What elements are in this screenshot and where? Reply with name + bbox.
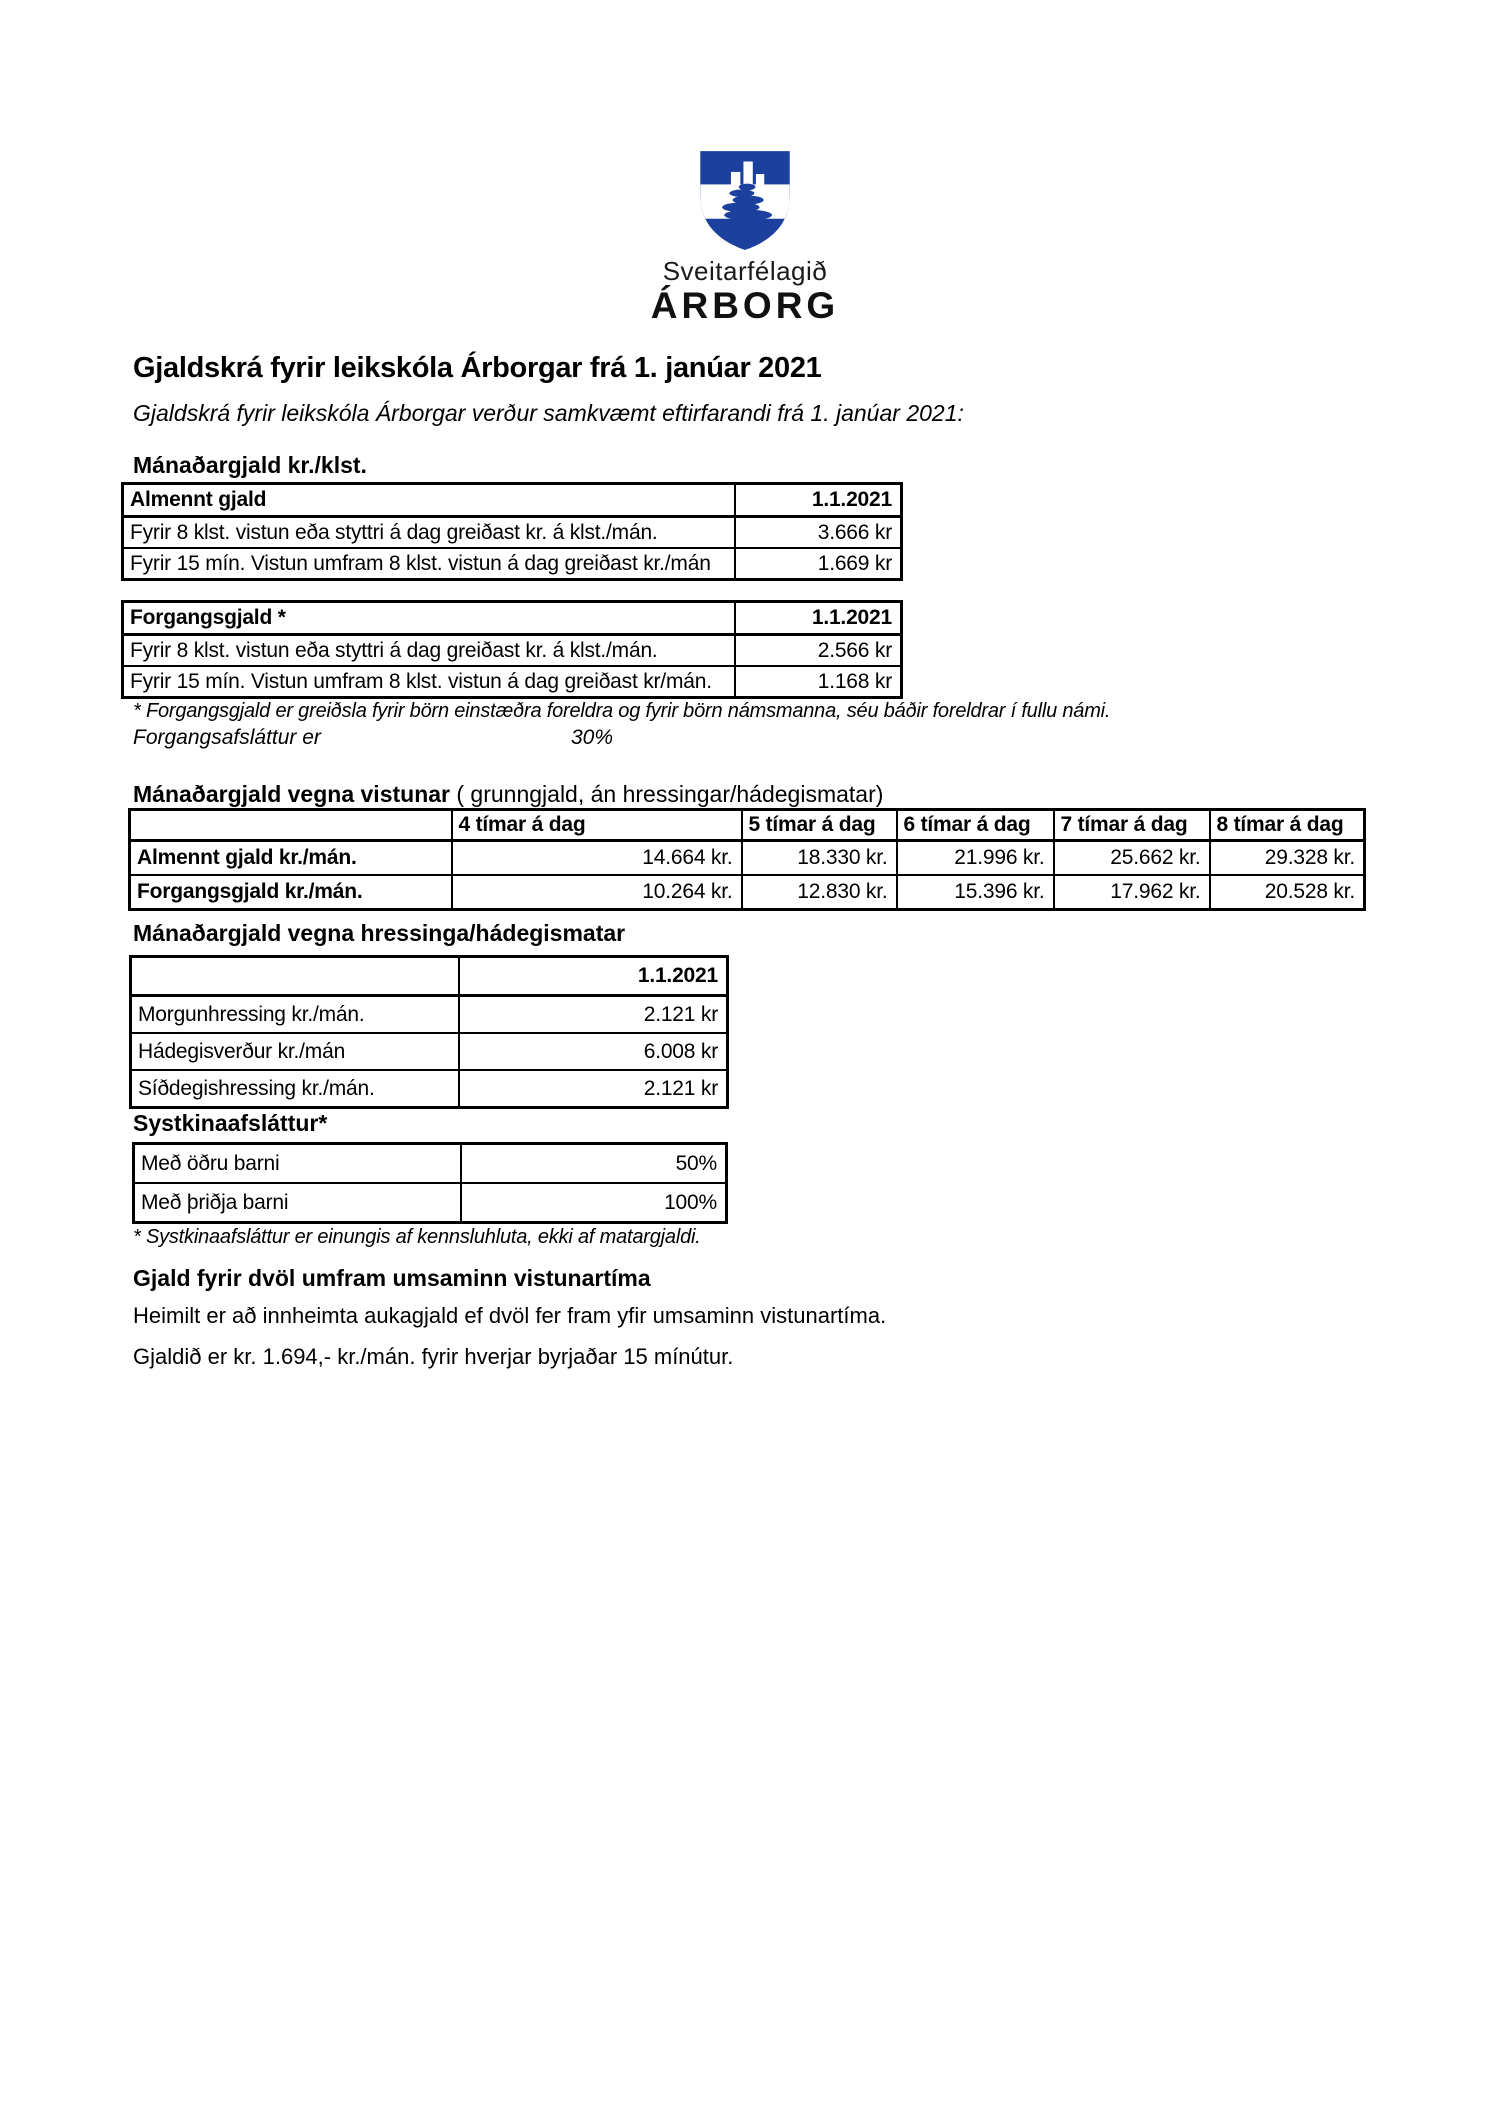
fee-row-label: Fyrir 8 klst. vistun eða styttri á dag greiðast kr. á klst./mán. — [123, 635, 735, 667]
heading-sibling-discount: Systkinaafsláttur* — [133, 1110, 328, 1136]
fee-row-value: 1.168 kr — [735, 666, 902, 698]
priority-discount-value: 30% — [571, 726, 614, 749]
table-header-row — [123, 602, 902, 635]
care-row-value: 17.962 kr. — [1054, 875, 1210, 910]
logo-text-arborg: ÁRBORG — [650, 285, 840, 326]
priority-discount-label: Forgangsafsláttur er — [133, 726, 321, 749]
care-row-value: 15.396 kr. — [897, 875, 1054, 910]
heading-care-fees-regular: ( grunngjald, án hressingar/hádegismatar) — [449, 781, 884, 807]
table-row — [123, 635, 902, 667]
care-header-col: 7 tímar á dag — [1054, 810, 1210, 841]
page-title: Gjaldskrá fyrir leikskóla Árborgar frá 1. janúar 2021 — [133, 352, 822, 384]
care-row-value: 18.330 kr. — [742, 841, 897, 876]
table-row — [130, 841, 1365, 876]
page-subtitle: Gjaldskrá fyrir leikskóla Árborgar verður samkvæmt eftirfarandi frá 1. janúar 2021: — [133, 400, 964, 426]
fee-row-label: Fyrir 15 mín. Vistun umfram 8 klst. vistun á dag greiðast kr./mán — [123, 548, 735, 580]
table-row — [131, 1070, 728, 1108]
meal-header-empty — [131, 957, 459, 996]
priority-fee-header-date: 1.1.2021 — [735, 602, 902, 635]
fee-row-value: 1.669 kr — [735, 548, 902, 580]
logo-text-sveitarfelagid: Sveitarfélagið — [662, 256, 828, 286]
care-row-value: 12.830 kr. — [742, 875, 897, 910]
table-header-row — [123, 484, 902, 517]
table-row — [131, 996, 728, 1034]
care-header-col: 6 tímar á dag — [897, 810, 1054, 841]
sibling-row-value: 100% — [461, 1183, 727, 1223]
table-header-row — [131, 957, 728, 996]
meal-row-label: Síðdegishressing kr./mán. — [131, 1070, 459, 1108]
care-row-value: 10.264 kr. — [452, 875, 742, 910]
meal-fee-table — [129, 955, 729, 1109]
table-row — [123, 666, 902, 698]
general-fee-header-label: Almennt gjald — [123, 484, 735, 517]
fee-row-label: Fyrir 8 klst. vistun eða styttri á dag greiðast kr. á klst./mán. — [123, 517, 735, 549]
heading-overtime-fee: Gjald fyrir dvöl umfram umsaminn vistunartíma — [133, 1265, 651, 1291]
general-fee-header-date: 1.1.2021 — [735, 484, 902, 517]
meal-header-date: 1.1.2021 — [459, 957, 728, 996]
table-row — [131, 1033, 728, 1070]
municipality-logo — [595, 148, 895, 327]
overtime-paragraph-line1: Heimilt er að innheimta aukagjald ef dvöl fer fram yfir umsaminn vistunartíma. — [133, 1303, 887, 1328]
heading-meal-fees: Mánaðargjald vegna hressinga/hádegismatar — [133, 920, 626, 946]
care-row-value: 25.662 kr. — [1054, 841, 1210, 876]
care-row-value: 21.996 kr. — [897, 841, 1054, 876]
meal-row-value: 6.008 kr — [459, 1033, 728, 1070]
table-header-row — [130, 810, 1365, 841]
table-row — [130, 875, 1365, 910]
table-row — [123, 548, 902, 580]
care-header-empty — [130, 810, 452, 841]
sibling-row-label: Með öðru barni — [134, 1144, 461, 1184]
priority-discount-line — [133, 726, 833, 750]
fee-row-label: Fyrir 15 mín. Vistun umfram 8 klst. vistun á dag greiðast kr/mán. — [123, 666, 735, 698]
care-header-col: 5 tímar á dag — [742, 810, 897, 841]
meal-row-label: Hádegisverður kr./mán — [131, 1033, 459, 1070]
care-row-value: 29.328 kr. — [1210, 841, 1365, 876]
general-fee-table — [121, 482, 903, 581]
table-row — [134, 1144, 727, 1184]
meal-row-value: 2.121 kr — [459, 1070, 728, 1108]
care-row-value: 14.664 kr. — [452, 841, 742, 876]
care-fee-table — [128, 808, 1366, 911]
care-row-value: 20.528 kr. — [1210, 875, 1365, 910]
sibling-discount-table — [132, 1142, 728, 1224]
care-row-label: Forgangsgjald kr./mán. — [130, 875, 452, 910]
table-row — [134, 1183, 727, 1223]
priority-fee-footnote: * Forgangsgjald er greiðsla fyrir börn einstæðra foreldra og fyrir börn námsmanna, séu báðir foreldrar í fullu námi. — [133, 700, 1111, 722]
sibling-row-label: Með þriðja barni — [134, 1183, 461, 1223]
priority-fee-table — [121, 600, 903, 699]
care-header-col: 8 tímar á dag — [1210, 810, 1365, 841]
heading-hourly-fees: Mánaðargjald kr./klst. — [133, 452, 367, 478]
fee-row-value: 3.666 kr — [735, 517, 902, 549]
arborg-shield-icon — [693, 148, 797, 252]
sibling-discount-footnote: * Systkinaafsláttur er einungis af kennsluhluta, ekki af matargjaldi. — [133, 1226, 701, 1248]
overtime-paragraph-line2: Gjaldið er kr. 1.694,- kr./mán. fyrir hverjar byrjaðar 15 mínútur. — [133, 1344, 734, 1369]
meal-row-label: Morgunhressing kr./mán. — [131, 996, 459, 1034]
heading-care-fees-bold: Mánaðargjald vegna vistunar — [133, 781, 450, 807]
fee-row-value: 2.566 kr — [735, 635, 902, 667]
care-header-col: 4 tímar á dag — [452, 810, 742, 841]
sibling-row-value: 50% — [461, 1144, 727, 1184]
heading-care-fees — [133, 781, 883, 808]
table-row — [123, 517, 902, 549]
priority-fee-header-label: Forgangsgjald * — [123, 602, 735, 635]
meal-row-value: 2.121 kr — [459, 996, 728, 1034]
care-row-label: Almennt gjald kr./mán. — [130, 841, 452, 876]
